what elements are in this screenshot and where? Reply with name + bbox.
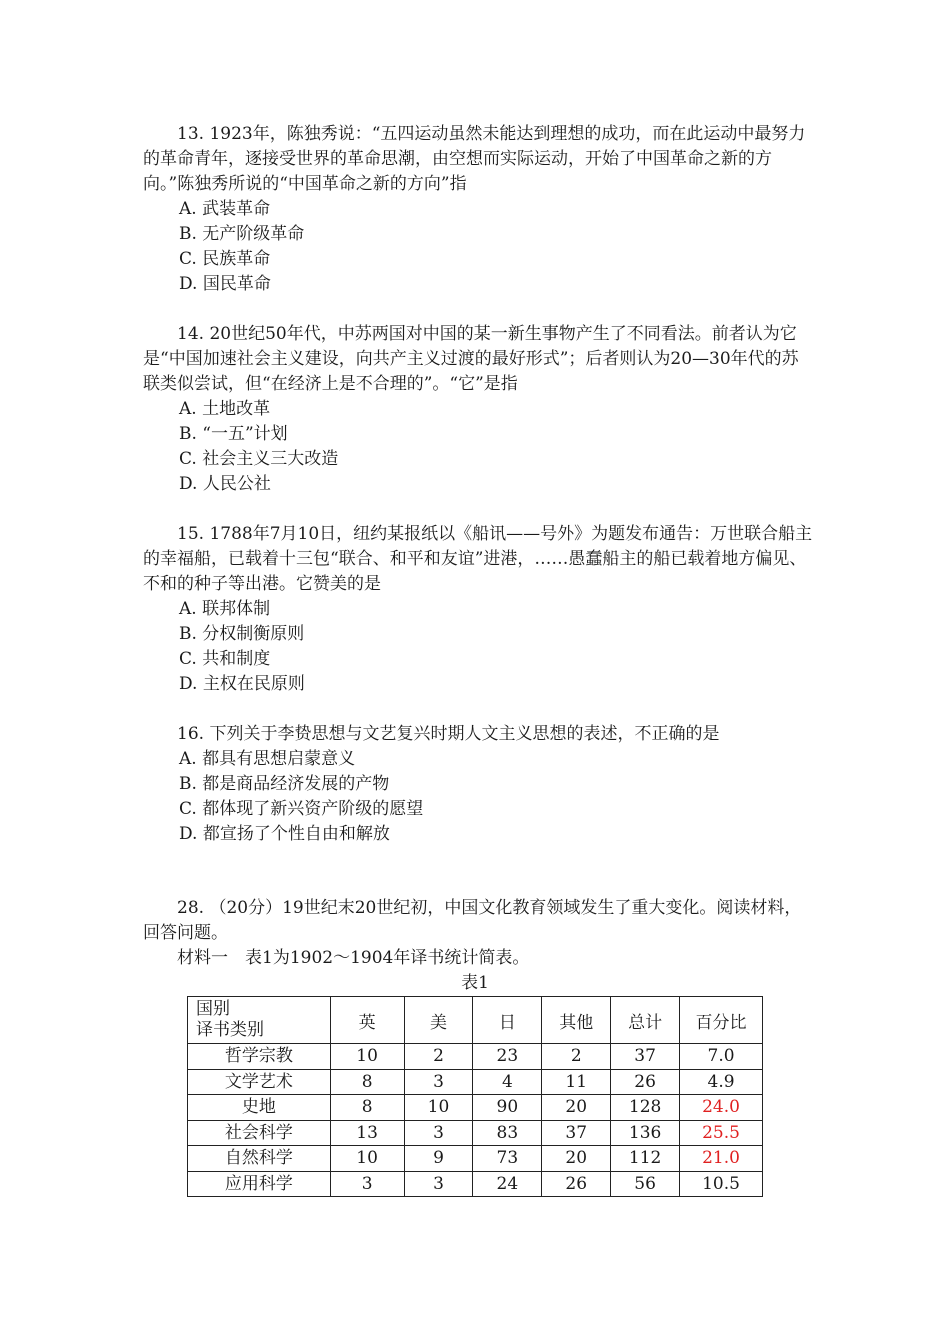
question-16 — [143, 722, 813, 847]
count-cell: 26 — [611, 1069, 680, 1095]
count-cell: 2 — [404, 1044, 473, 1070]
percent-cell: 21.0 — [680, 1146, 763, 1172]
column-header: 百分比 — [680, 997, 763, 1044]
row-category: 文学艺术 — [188, 1069, 331, 1095]
table-row — [188, 1069, 763, 1095]
table-corner-header — [188, 997, 331, 1044]
option-b: B. “一五”计划 — [179, 424, 288, 444]
question-28 — [143, 896, 813, 971]
column-header: 日 — [473, 997, 542, 1044]
option-b: B. 无产阶级革命 — [179, 224, 305, 244]
percent-cell: 24.0 — [680, 1095, 763, 1121]
row-category: 自然科学 — [188, 1146, 331, 1172]
count-cell: 26 — [542, 1171, 611, 1197]
count-cell: 56 — [611, 1171, 680, 1197]
count-cell: 11 — [542, 1069, 611, 1095]
option-d: D. 主权在民原则 — [179, 674, 305, 694]
percent-cell: 7.0 — [680, 1044, 763, 1070]
option-a: A. 武装革命 — [179, 199, 271, 219]
question-15 — [143, 522, 813, 697]
material-intro: 材料一 表1为1902～1904年译书统计简表。 — [177, 948, 530, 968]
percent-cell: 10.5 — [680, 1171, 763, 1197]
count-cell: 10 — [330, 1044, 404, 1070]
table-row — [188, 1120, 763, 1146]
count-cell: 24 — [473, 1171, 542, 1197]
table-caption: 表1 — [461, 973, 489, 993]
count-cell: 20 — [542, 1095, 611, 1121]
column-header: 美 — [404, 997, 473, 1044]
count-cell: 23 — [473, 1044, 542, 1070]
count-cell: 90 — [473, 1095, 542, 1121]
count-cell: 13 — [330, 1120, 404, 1146]
count-cell: 2 — [542, 1044, 611, 1070]
count-cell: 8 — [330, 1095, 404, 1121]
option-b: B. 都是商品经济发展的产物 — [179, 774, 390, 794]
count-cell: 3 — [404, 1120, 473, 1146]
option-a: A. 联邦体制 — [179, 599, 271, 619]
count-cell: 37 — [542, 1120, 611, 1146]
option-d: D. 人民公社 — [179, 474, 271, 494]
count-cell: 10 — [404, 1095, 473, 1121]
option-c: C. 共和制度 — [179, 649, 271, 669]
corner-category-label: 译书类别 — [196, 1020, 264, 1040]
corner-country-label: 国别 — [196, 999, 230, 1019]
question-stem: 16. 下列关于李贽思想与文艺复兴时期人文主义思想的表述，不正确的是 — [177, 724, 720, 744]
question-stem: 15. 1788年7月10日，纽约某报纸以《船讯——号外》为题发布通告：万世联合船主的幸福船，已载着十三包“联合、和平和友谊”进港，……愚蠢船主的船已载着地方偏见、不和的种子等出港。它赞美的是 — [143, 524, 813, 594]
row-category: 应用科学 — [188, 1171, 331, 1197]
count-cell: 20 — [542, 1146, 611, 1172]
count-cell: 83 — [473, 1120, 542, 1146]
table-header-row — [188, 997, 763, 1044]
count-cell: 73 — [473, 1146, 542, 1172]
count-cell: 9 — [404, 1146, 473, 1172]
option-c: C. 民族革命 — [179, 249, 271, 269]
row-category: 史地 — [188, 1095, 331, 1121]
question-14 — [143, 322, 813, 497]
question-stem: 28. （20分）19世纪末20世纪初，中国文化教育领域发生了重大变化。阅读材料，回答问题。 — [143, 898, 802, 943]
column-header: 总计 — [611, 997, 680, 1044]
count-cell: 128 — [611, 1095, 680, 1121]
table-row — [188, 1044, 763, 1070]
count-cell: 136 — [611, 1120, 680, 1146]
question-13 — [143, 122, 813, 297]
count-cell: 3 — [330, 1171, 404, 1197]
table-row — [188, 1146, 763, 1172]
row-category: 哲学宗教 — [188, 1044, 331, 1070]
count-cell: 3 — [404, 1171, 473, 1197]
question-stem: 13. 1923年，陈独秀说：“五四运动虽然未能达到理想的成功，而在此运动中最努力的革命青年，逐接受世界的革命思潮，由空想而实际运动，开始了中国革命之新的方向。”陈独秀所说的“中国革命之新的方向”指 — [143, 124, 806, 194]
option-c: C. 社会主义三大改造 — [179, 449, 339, 469]
count-cell: 8 — [330, 1069, 404, 1095]
count-cell: 112 — [611, 1146, 680, 1172]
option-b: B. 分权制衡原则 — [179, 624, 305, 644]
option-a: A. 都具有思想启蒙意义 — [179, 749, 356, 769]
column-header: 英 — [330, 997, 404, 1044]
count-cell: 10 — [330, 1146, 404, 1172]
option-a: A. 土地改革 — [179, 399, 271, 419]
count-cell: 4 — [473, 1069, 542, 1095]
column-header: 其他 — [542, 997, 611, 1044]
table-row — [188, 1095, 763, 1121]
table-row — [188, 1171, 763, 1197]
option-d: D. 国民革命 — [179, 274, 271, 294]
row-category: 社会科学 — [188, 1120, 331, 1146]
translation-stats-table — [187, 996, 763, 1197]
question-stem: 14. 20世纪50年代，中苏两国对中国的某一新生事物产生了不同看法。前者认为它是“中国加速社会主义建设，向共产主义过渡的最好形式”；后者则认为20—30年代的苏联类似尝试，但“在经济上是不合理的”。“它”是指 — [143, 324, 799, 394]
percent-cell: 25.5 — [680, 1120, 763, 1146]
option-d: D. 都宣扬了个性自由和解放 — [179, 824, 390, 844]
count-cell: 3 — [404, 1069, 473, 1095]
count-cell: 37 — [611, 1044, 680, 1070]
option-c: C. 都体现了新兴资产阶级的愿望 — [179, 799, 424, 819]
percent-cell: 4.9 — [680, 1069, 763, 1095]
